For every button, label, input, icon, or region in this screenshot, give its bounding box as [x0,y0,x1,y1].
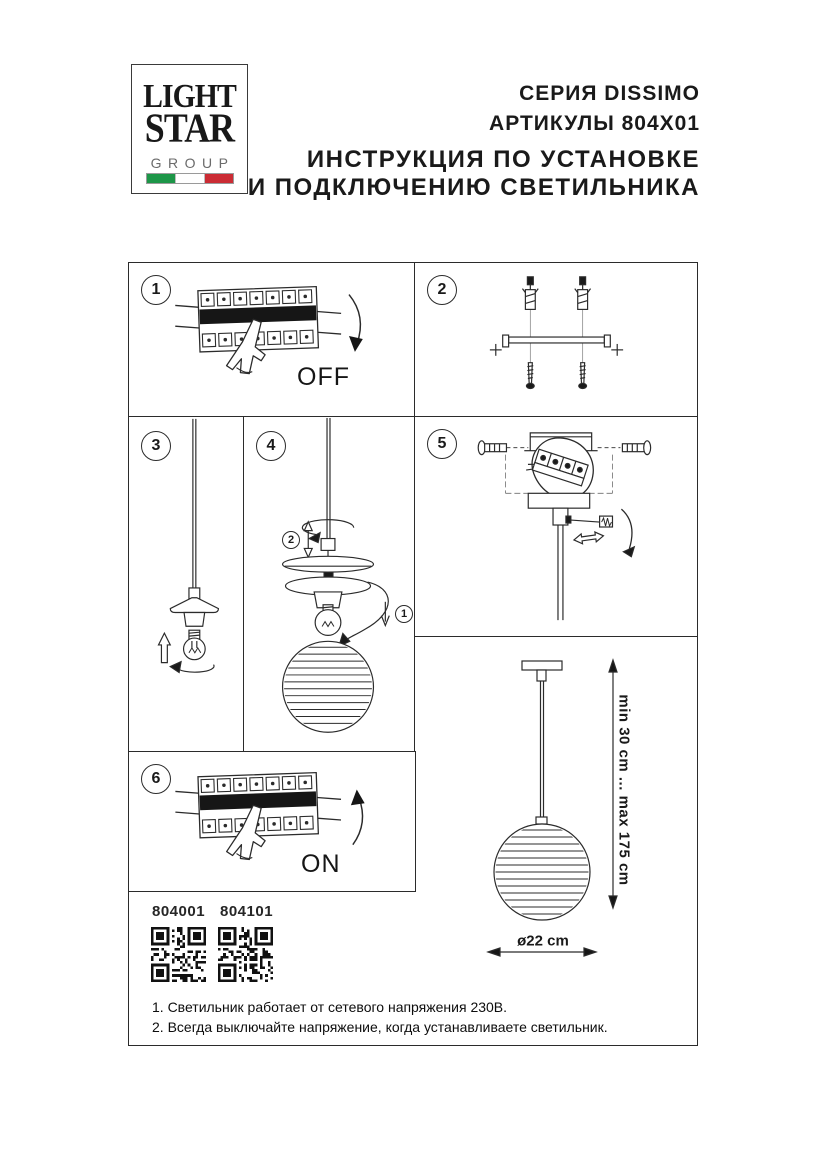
article-number-804101: 804101 [220,903,274,920]
series-title: СЕРИЯ DISSIMO [519,82,700,105]
off-label: OFF [297,363,350,391]
step6-panel [128,751,416,892]
pendant-bulb-diagram [129,417,244,752]
flag-green-stripe [147,174,175,183]
arrow-left-right-icon [573,531,604,545]
step3-number: 3 [141,431,171,461]
qr-code-804001 [151,927,206,982]
step1-number: 1 [141,275,171,305]
height-range-label: min 30 cm ... max 175 cm [615,694,633,886]
mounting-bracket-diagram [415,263,697,417]
canopy-fixing-diagram [415,417,697,636]
shade-icon [170,598,218,613]
step4-number: 4 [256,431,286,461]
striped-globe-icon [494,824,590,920]
step4-sub2-number: 2 [282,531,300,549]
step1-panel [128,262,416,418]
flag-red-stripe [204,174,233,183]
side-screw-icon [611,344,623,356]
diameter-label: ø22 cm [517,932,569,950]
logo-light-text: LIGHT [143,76,236,115]
screw-icon [579,363,587,389]
step4-sub1-number: 1 [395,605,413,623]
bulb-icon [315,605,341,636]
step2-number: 2 [427,275,457,305]
arrow-up-icon [351,789,365,844]
step5-number: 5 [427,429,457,459]
on-label: ON [301,850,341,878]
screw-icon [526,363,534,389]
step5-panel [414,416,698,637]
side-screw-icon [490,344,502,356]
step6-number: 6 [141,764,171,794]
note-line-2: 2. Всегда выключайте напряжение, когда устанавливаете светильник. [152,1019,608,1035]
rotate-arrow-icon [170,662,214,673]
doc-title-line2: И ПОДКЛЮЧЕНИЮ СВЕТИЛЬНИКА [247,174,700,201]
qr-code-804101 [218,927,273,982]
screw-icon [478,441,528,455]
breaker-off-diagram [129,263,415,417]
rotate-arrow-icon [621,509,634,557]
assembly-diagram [244,417,414,752]
note-line-1: 1. Светильник работает от сетевого напряжения 230В. [152,999,508,1015]
step2-panel [414,262,698,418]
step4-panel [243,416,415,753]
lightstar-logo [131,64,248,194]
bulb-icon [184,630,206,659]
shade-disc-icon [283,556,374,572]
striped-globe-icon [283,641,374,732]
flag-white-stripe [175,174,204,183]
italian-flag-icon [146,173,234,184]
breaker-on-diagram [129,752,415,891]
articles-title: АРТИКУЛЫ 804X01 [489,112,700,135]
arrow-up-icon [158,633,170,662]
step3-panel [128,416,245,753]
wall-anchor-icon [575,277,591,310]
wall-anchor-icon [522,277,538,310]
doc-title-line1: ИНСТРУКЦИЯ ПО УСТАНОВКЕ [306,146,700,173]
article-number-804001: 804001 [152,903,206,920]
arrow-down-icon [349,295,363,352]
logo-group-text: GROUP [150,155,235,171]
final-lamp-dimension-diagram [430,645,700,975]
grub-screw-icon [571,516,613,527]
screw-icon [598,441,651,455]
logo-star-text: STAR [144,105,235,152]
